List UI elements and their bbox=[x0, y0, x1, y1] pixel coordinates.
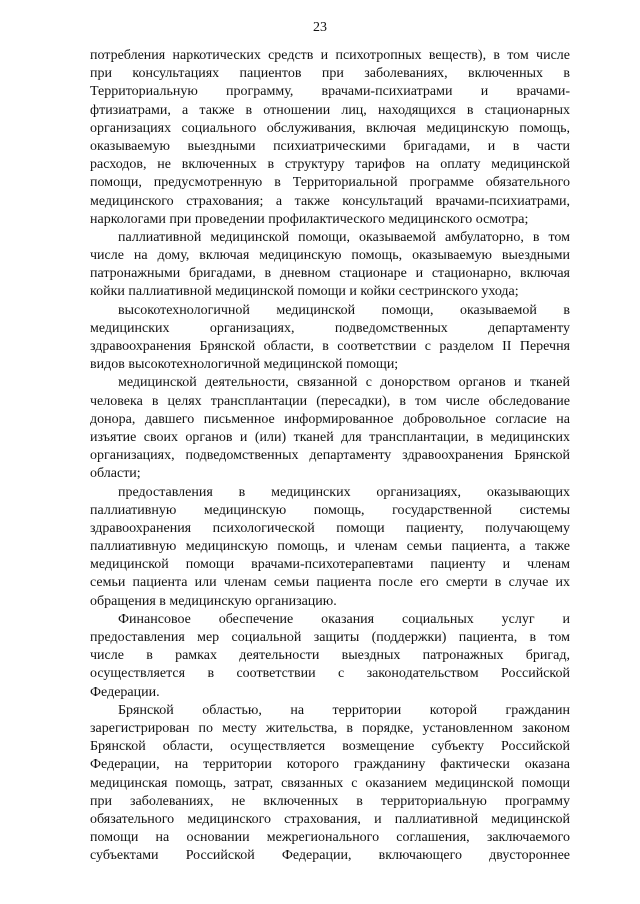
paragraph bbox=[90, 374, 570, 483]
text-line: числе в рамках деятельности выездных патронажных бригад, bbox=[90, 648, 570, 664]
text-line: помощи на основании межрегионального соглашения, заключаемого bbox=[90, 830, 570, 846]
text-line: медицинская помощь, затрат, связанных с оказанием медицинской помощи bbox=[90, 775, 570, 791]
text-line: медицинской деятельности, связанной с донорством органов и тканей bbox=[118, 375, 570, 391]
text-line: койки паллиативной медицинской помощи и койки сестринского ухода; bbox=[90, 284, 519, 300]
paragraph bbox=[90, 47, 570, 229]
paragraph bbox=[90, 611, 570, 702]
text-line: потребления наркотических средств и психотропных веществ), в том числе bbox=[90, 48, 570, 63]
text-line: расходов, не включенных в структуру тарифов на оплату медицинской bbox=[90, 157, 570, 173]
text-line: видов высокотехнологичной медицинской помощи; bbox=[90, 357, 399, 373]
text-line: при консультациях пациентов при заболеваниях, включенных в bbox=[90, 66, 570, 82]
text-line: медицинского страхования; а также консультаций врачами-психиатрами, bbox=[90, 193, 570, 209]
text-line: высокотехнологичной медицинской помощи, оказываемой в bbox=[118, 302, 570, 318]
text-line: предоставления мер социальной защиты (поддержки) пациента, в том bbox=[90, 630, 570, 645]
text-line: паллиативную медицинскую помощь, и членам семьи пациента, а также bbox=[90, 539, 570, 555]
text-line: Брянской областью, на территории которой гражданин bbox=[118, 702, 570, 718]
text-line: паллиативную медицинскую помощь, государственной системы bbox=[90, 502, 570, 518]
text-line: семьи пациента или членам семьи пациента после его смерти в случае их bbox=[90, 575, 570, 591]
text-line: Финансовое обеспечение оказания социальных услуг и bbox=[118, 611, 570, 627]
text-line: обращения в медицинскую организацию. bbox=[90, 593, 337, 609]
paragraph bbox=[90, 229, 570, 302]
page-number: 23 bbox=[313, 20, 327, 35]
text-line: наркологами при проведении профилактического медицинского осмотра; bbox=[90, 211, 529, 227]
text-line: Брянской области, осуществляется возмещение субъекту Российской bbox=[90, 739, 570, 755]
text-line: зарегистрирован по месту жительства, в порядке, установленном законом bbox=[90, 720, 570, 736]
text-line: человека в целях трансплантации (пересадки), в том числе обследование bbox=[90, 393, 570, 409]
text-line: организациях социального обслуживания, включая медицинскую помощь, bbox=[90, 120, 570, 136]
text-line: здравоохранения Брянской области, в соответствии с разделом II Перечня bbox=[90, 339, 570, 354]
text-line: паллиативной медицинской помощи, оказываемой амбулаторно, в том bbox=[118, 229, 570, 245]
text-line: медицинской помощи врачами-психотерапевтами пациенту и членам bbox=[90, 557, 570, 573]
text-line: Территориальную программу, врачами-психиатрами и врачами- bbox=[90, 84, 570, 100]
text-line: медицинских организациях, подведомственных департаменту bbox=[90, 320, 570, 336]
text-line: осуществляется в соответствии с законодательством Российской bbox=[90, 666, 570, 682]
paragraph bbox=[90, 302, 570, 375]
paragraph bbox=[90, 484, 570, 611]
text-line: изъятие своих органов и (или) тканей для трансплантации, в медицинских bbox=[90, 429, 570, 445]
paragraph bbox=[90, 702, 570, 866]
text-line: помощи, предусмотренную в Территориальной программе обязательного bbox=[90, 175, 570, 191]
text-line: здравоохранения психологической помощи пациенту, получающему bbox=[90, 520, 570, 536]
text-line: субъектами Российской Федерации, включающего двустороннее bbox=[90, 848, 570, 864]
text-line: донора, давшего письменное информированное добровольное согласие на bbox=[90, 411, 570, 427]
text-line: Федерации. bbox=[90, 684, 160, 700]
text-line: предоставления в медицинских организациях, оказывающих bbox=[118, 484, 570, 500]
document-body bbox=[90, 47, 570, 865]
text-line: оказываемую выездными психиатрическими бригадами, и в части bbox=[90, 138, 570, 154]
text-line: организациях, подведомственных департаменту здравоохранения Брянской bbox=[90, 448, 570, 464]
text-line: области; bbox=[90, 466, 141, 482]
text-line: патронажными бригадами, в дневном стационаре и стационарно, включая bbox=[90, 266, 570, 282]
text-line: фтизиатрами, а также в отношении лиц, находящихся в стационарных bbox=[90, 102, 570, 118]
text-line: числе на дому, включая медицинскую помощь, оказываемую выездными bbox=[90, 248, 570, 264]
text-line: при заболеваниях, не включенных в территориальную программу bbox=[90, 793, 570, 809]
text-line: обязательного медицинского страхования, и паллиативной медицинской bbox=[90, 811, 570, 827]
text-line: Федерации, на территории которого гражданину фактически оказана bbox=[90, 757, 570, 773]
